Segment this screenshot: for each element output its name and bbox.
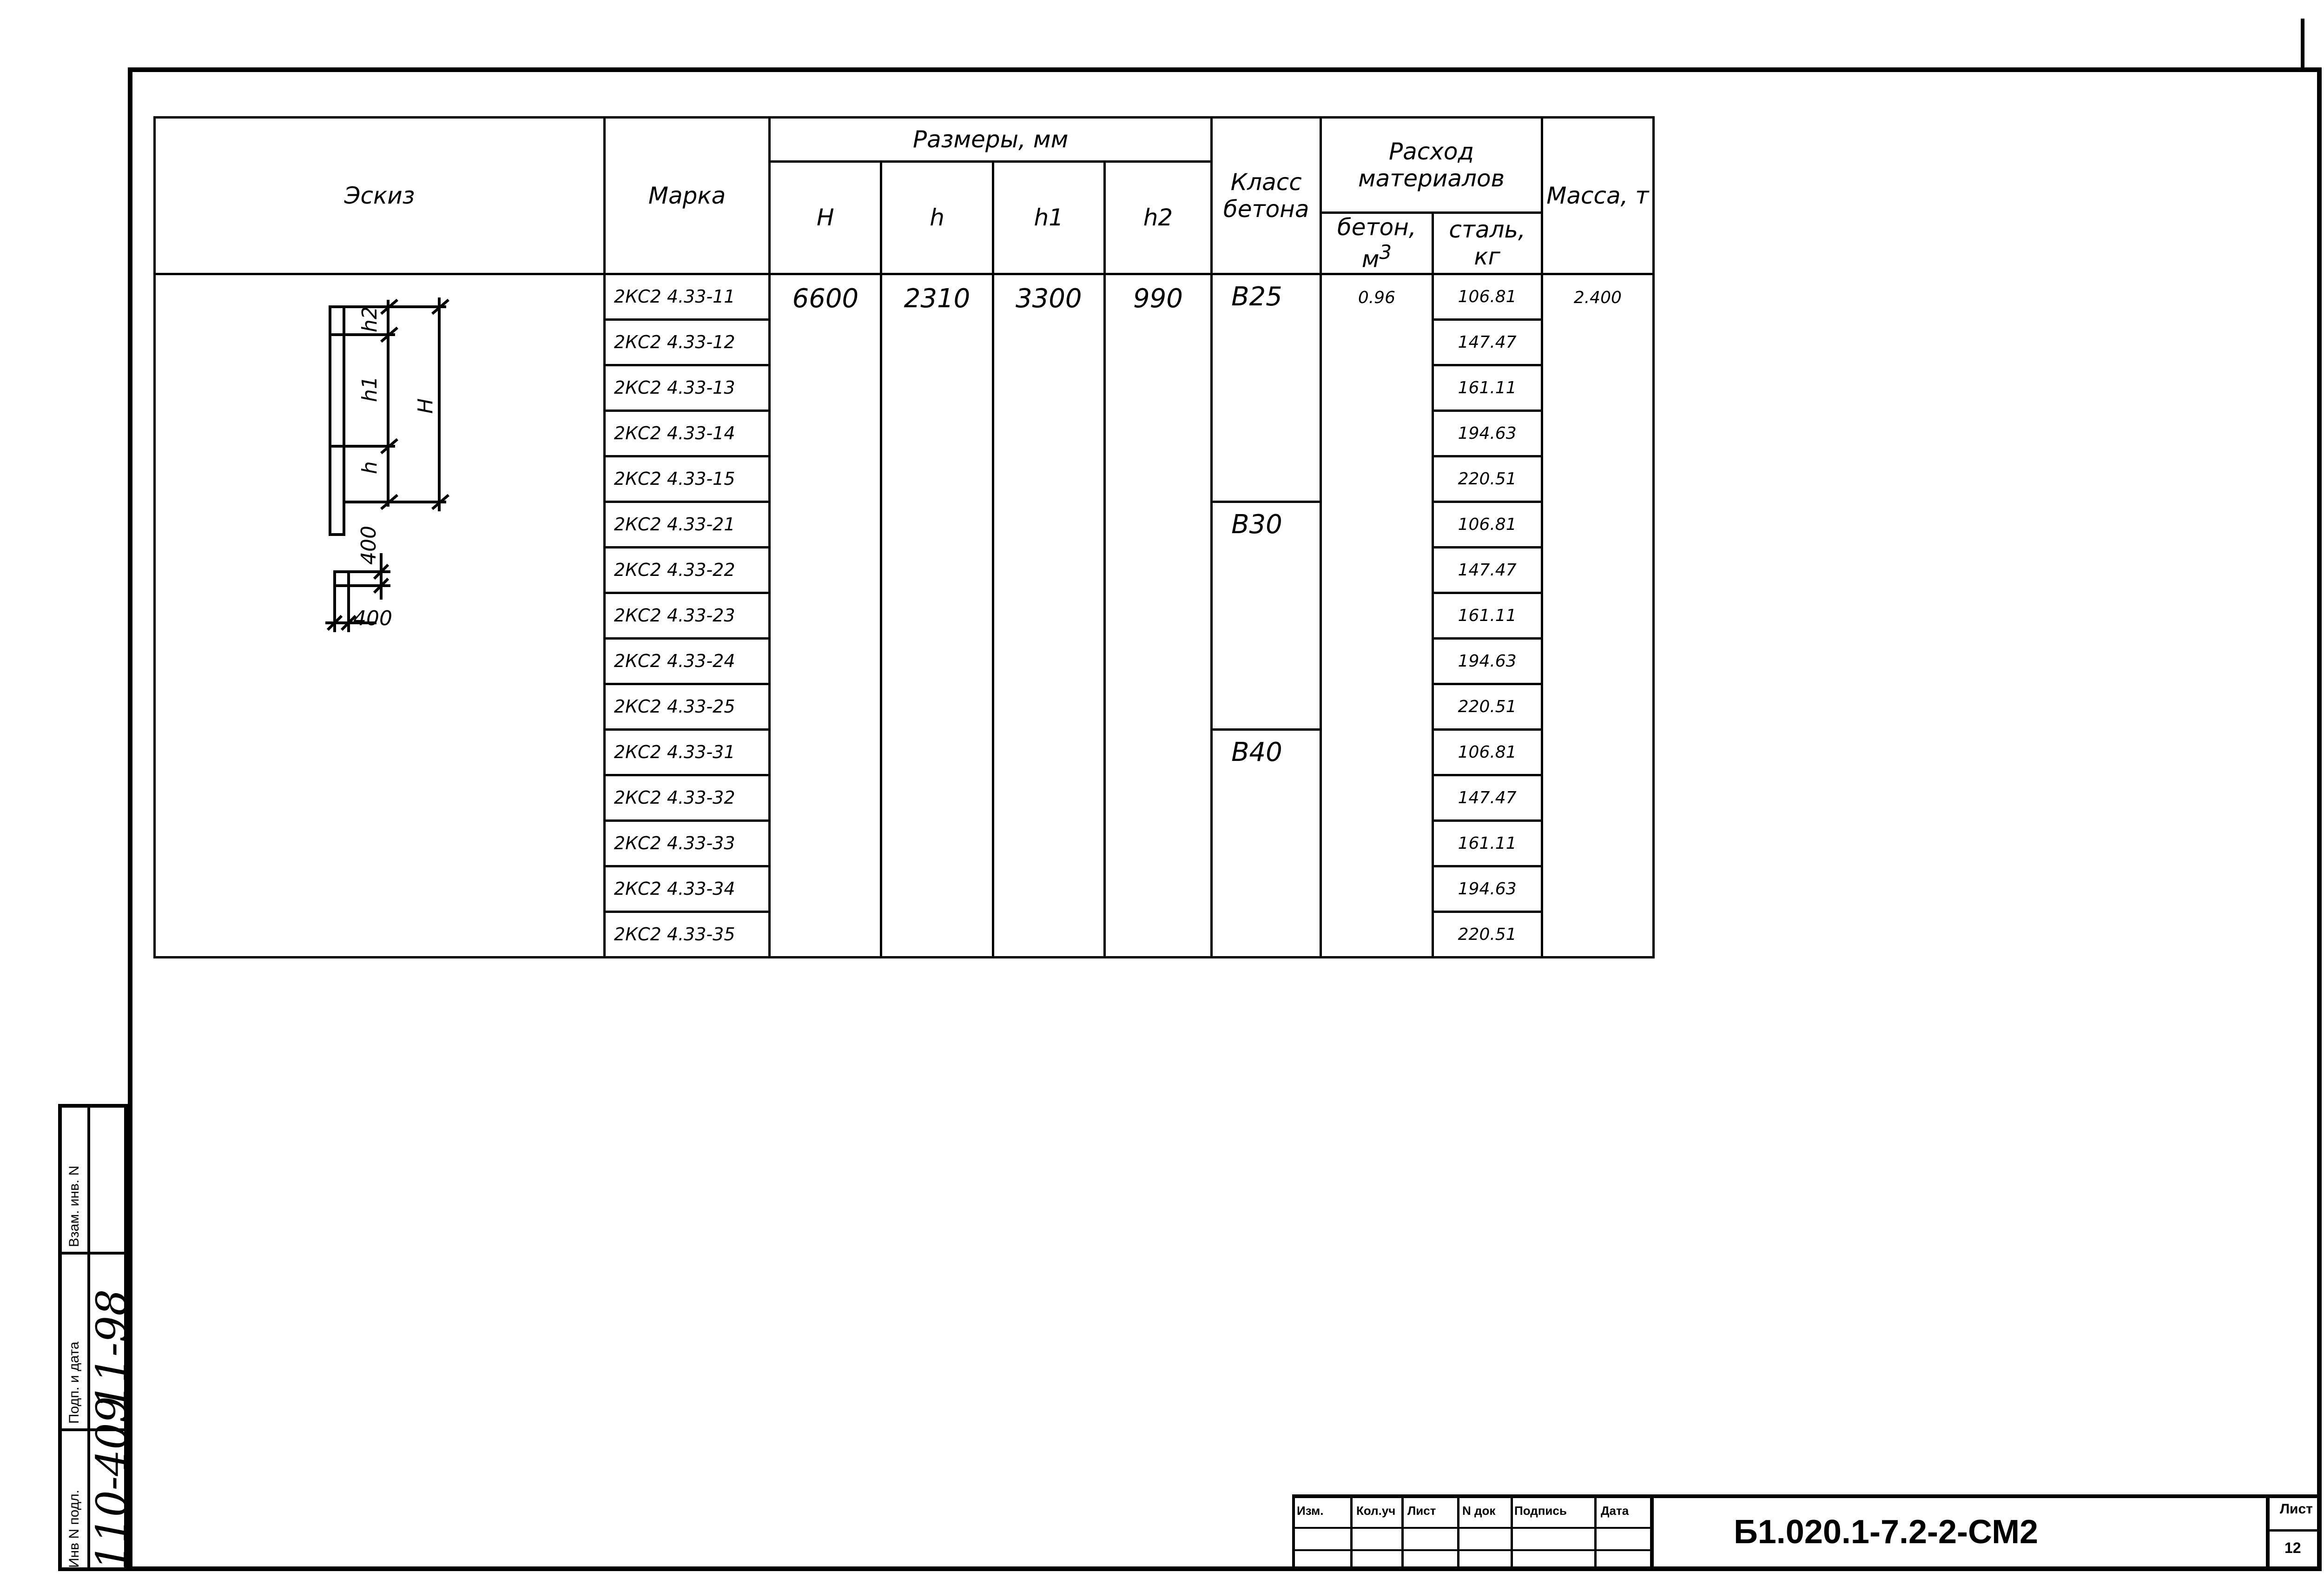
mark-cell: 2КС2 4.33-14 — [604, 410, 769, 456]
concrete-class-cell: B30 — [1212, 502, 1321, 729]
steel-cell: 194.63 — [1433, 866, 1542, 912]
stamp-inv-no: Инв N подл. — [66, 1489, 82, 1568]
concrete-volume-value: 0.96 — [1321, 274, 1433, 957]
stamp-sign-date: Подп. и дата — [66, 1341, 82, 1424]
mark-cell: 2КС2 4.33-25 — [604, 684, 769, 729]
header-mark: Марка — [604, 118, 769, 274]
steel-cell: 220.51 — [1433, 456, 1542, 502]
tb-top-line — [1292, 1494, 2322, 1498]
steel-cell: 194.63 — [1433, 638, 1542, 684]
steel-cell: 161.11 — [1433, 593, 1542, 638]
corner-tick — [2301, 19, 2304, 67]
header-sketch: Эскиз — [155, 118, 605, 274]
mark-cell: 2КС2 4.33-23 — [604, 593, 769, 638]
column-middle-segment — [330, 335, 344, 446]
mark-cell: 2КС2 4.33-31 — [604, 729, 769, 775]
stamp-row-line — [62, 1252, 124, 1255]
concrete-class-cell: B25 — [1212, 274, 1321, 502]
steel-cell: 106.81 — [1433, 729, 1542, 775]
mass-value: 2.400 — [1542, 274, 1653, 957]
section-side-label: 400 — [357, 526, 381, 565]
steel-cell: 161.11 — [1433, 365, 1542, 410]
mark-cell: 2КС2 4.33-24 — [604, 638, 769, 684]
header-mass: Масса, т — [1542, 118, 1653, 274]
document-code: Б1.020.1-7.2-2-СМ2 — [1734, 1513, 2039, 1551]
mark-cell: 2КС2 4.33-33 — [604, 820, 769, 866]
left-stamp — [58, 1104, 136, 1571]
mark-cell: 2КС2 4.33-11 — [604, 274, 769, 319]
dim-h-label: h — [358, 461, 382, 474]
stamp-replace-inv: Взам. инв. N — [66, 1165, 82, 1247]
tb-col-ndok: N док — [1462, 1504, 1496, 1518]
mark-cell: 2КС2 4.33-21 — [604, 502, 769, 547]
mark-cell: 2КС2 4.33-22 — [604, 547, 769, 593]
header-concrete-volume: бетон, $м^3$ — [1321, 213, 1433, 274]
steel-cell: 106.81 — [1433, 274, 1542, 319]
tb-col-sign: Подпись — [1514, 1504, 1567, 1518]
section-bottom-label: 400 — [353, 607, 392, 630]
stamp-inv-value: 110-409 — [87, 1396, 136, 1570]
column-top-segment — [330, 307, 344, 335]
dim-h2-value: 990 — [1104, 274, 1211, 957]
column-sketch — [297, 279, 474, 669]
sheet-number: 12 — [2284, 1539, 2301, 1556]
sheet-label: Лист — [2280, 1501, 2313, 1517]
tb-col-date: Дата — [1601, 1504, 1629, 1518]
header-H: H — [770, 162, 881, 274]
dim-H-label: H — [414, 398, 437, 414]
section-square — [335, 572, 349, 586]
header-h: h — [881, 162, 993, 274]
header-dimensions: Размеры, мм — [770, 118, 1212, 162]
steel-cell: 106.81 — [1433, 502, 1542, 547]
steel-cell: 147.47 — [1433, 775, 1542, 820]
steel-cell: 161.11 — [1433, 820, 1542, 866]
header-h2: h2 — [1104, 162, 1211, 274]
header-steel: сталь, кг — [1433, 213, 1542, 274]
dim-h1-value: 3300 — [993, 274, 1104, 957]
steel-cell: 147.47 — [1433, 547, 1542, 593]
steel-cell: 194.63 — [1433, 410, 1542, 456]
mark-cell: 2КС2 4.33-35 — [604, 912, 769, 957]
steel-cell: 220.51 — [1433, 684, 1542, 729]
mark-cell: 2КС2 4.33-15 — [604, 456, 769, 502]
tb-col-kol: Кол.уч — [1356, 1504, 1396, 1518]
header-concrete-class: Класс бетона — [1212, 118, 1321, 274]
steel-cell: 147.47 — [1433, 319, 1542, 365]
mark-cell: 2КС2 4.33-13 — [604, 365, 769, 410]
dim-h-value: 2310 — [881, 274, 993, 957]
mark-cell: 2КС2 4.33-34 — [604, 866, 769, 912]
tb-col-list: Лист — [1407, 1504, 1436, 1518]
column-bottom-segment — [330, 446, 344, 535]
header-h1: h1 — [993, 162, 1104, 274]
dim-h2-label: h2 — [358, 306, 382, 332]
dim-H-value: 6600 — [770, 274, 881, 957]
steel-cell: 220.51 — [1433, 912, 1542, 957]
header-consumption: Расход материалов — [1321, 118, 1542, 213]
concrete-class-cell: B40 — [1212, 729, 1321, 957]
stamp-sign-value: 11-98 — [87, 1289, 136, 1410]
mark-cell: 2КС2 4.33-32 — [604, 775, 769, 820]
dim-h1-label: h1 — [358, 376, 382, 402]
tb-col-izm: Изм. — [1297, 1504, 1324, 1518]
mark-cell: 2КС2 4.33-12 — [604, 319, 769, 365]
